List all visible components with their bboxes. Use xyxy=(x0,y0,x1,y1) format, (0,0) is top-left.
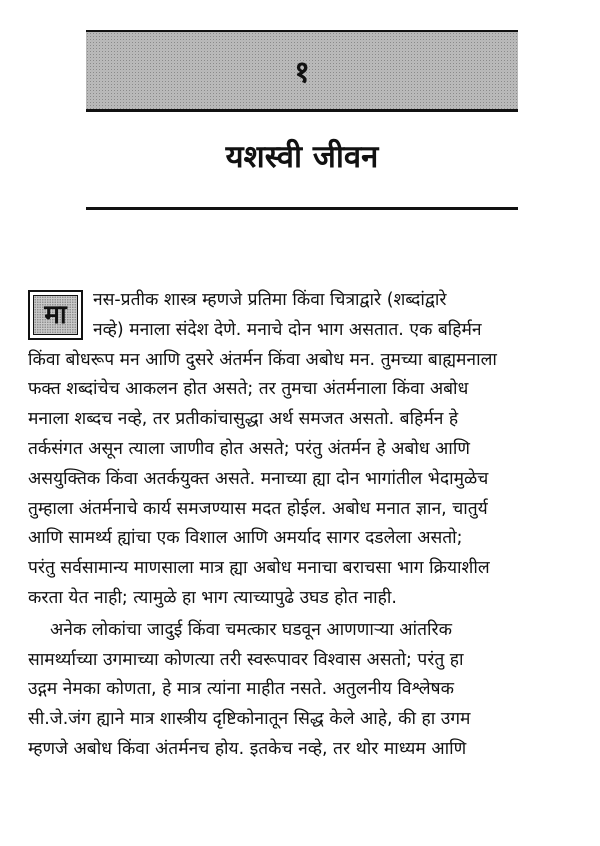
drop-cap-letter: मा xyxy=(33,295,78,335)
paragraph-2-line-1: अनेक लोकांचा जादुई किंवा चमत्कार घडवून आणणाऱ्या आंतरिक xyxy=(50,619,452,640)
paragraph-1-line-6: तर्कसंगत असून त्याला जाणीव होत असते; परंतु अंतर्मन हे अबोध आणि xyxy=(28,438,470,459)
paragraph-1-line-2: नव्हे) मनाला संदेश देणे. मनाचे दोन भाग असतात. एक बहिर्मन xyxy=(93,319,482,340)
paragraph-1-line-8: तुम्हाला अंतर्मनाचे कार्य समजण्यास मदत होईल. अबोध मनात ज्ञान, चातुर्य xyxy=(28,498,488,519)
paragraph-1 xyxy=(28,286,590,614)
paragraph-1-line-10: परंतु सर्वसामान्य माणसाला मात्र ह्या अबोध मनाचा बराचसा भाग क्रियाशील xyxy=(28,558,490,579)
paragraph-1-line-1: नस-प्रतीक शास्त्र म्हणजे प्रतिमा किंवा चित्राद्वारे (शब्दांद्वारे xyxy=(93,290,447,310)
paragraph-2-line-4: सी.जे.जंग ह्याने मात्र शास्त्रीय दृष्टिकोनातून सिद्ध केले आहे, की हा उगम xyxy=(28,709,471,730)
paragraph-2-line-2: सामर्थ्याच्या उगमाच्या कोणत्या तरी स्वरूपावर विश्वास असतो; परंतु हा xyxy=(28,649,464,670)
paragraph-2-line-3: उद्गम नेमका कोणता, हे मात्र त्यांना माहीत नसते. अतुलनीय विश्लेषक xyxy=(28,679,454,700)
paragraph-1-line-11: करता येत नाही; त्यामुळे हा भाग त्याच्यापुढे उघड होत नाही. xyxy=(28,587,397,608)
body-text xyxy=(28,286,590,765)
drop-cap-box xyxy=(28,290,83,340)
chapter-title: यशस्वी जीवन xyxy=(225,139,379,175)
chapter-number: १ xyxy=(294,55,310,90)
paragraph-2 xyxy=(28,616,590,765)
paragraph-1-line-5: मनाला शब्दच नव्हे, तर प्रतीकांचासुद्धा अर्थ समजत असतो. बहिर्मन हे xyxy=(28,409,459,430)
title-underline-rule xyxy=(86,207,518,210)
paragraph-1-line-7: असयुक्तिक किंवा अतर्कयुक्त असते. मनाच्या ह्या दोन भागांतील भेदामुळेच xyxy=(28,468,489,489)
paragraph-2-line-5: म्हणजे अबोध किंवा अंतर्मनच होय. इतकेच नव्हे, तर थोर माध्यम आणि xyxy=(28,738,467,759)
chapter-number-band xyxy=(86,30,518,112)
paragraph-1-line-3: किंवा बोधरूप मन आणि दुसरे अंतर्मन किंवा अबोध मन. तुमच्या बाह्यमनाला xyxy=(28,349,497,370)
paragraph-1-line-4: फक्त शब्दांचेच आकलन होत असते; तर तुमचा अंतर्मनाला किंवा अबोध xyxy=(28,379,469,400)
paragraph-1-line-9: आणि सामर्थ्य ह्यांचा एक विशाल आणि अमर्याद सागर दडलेला असतो; xyxy=(28,528,463,549)
